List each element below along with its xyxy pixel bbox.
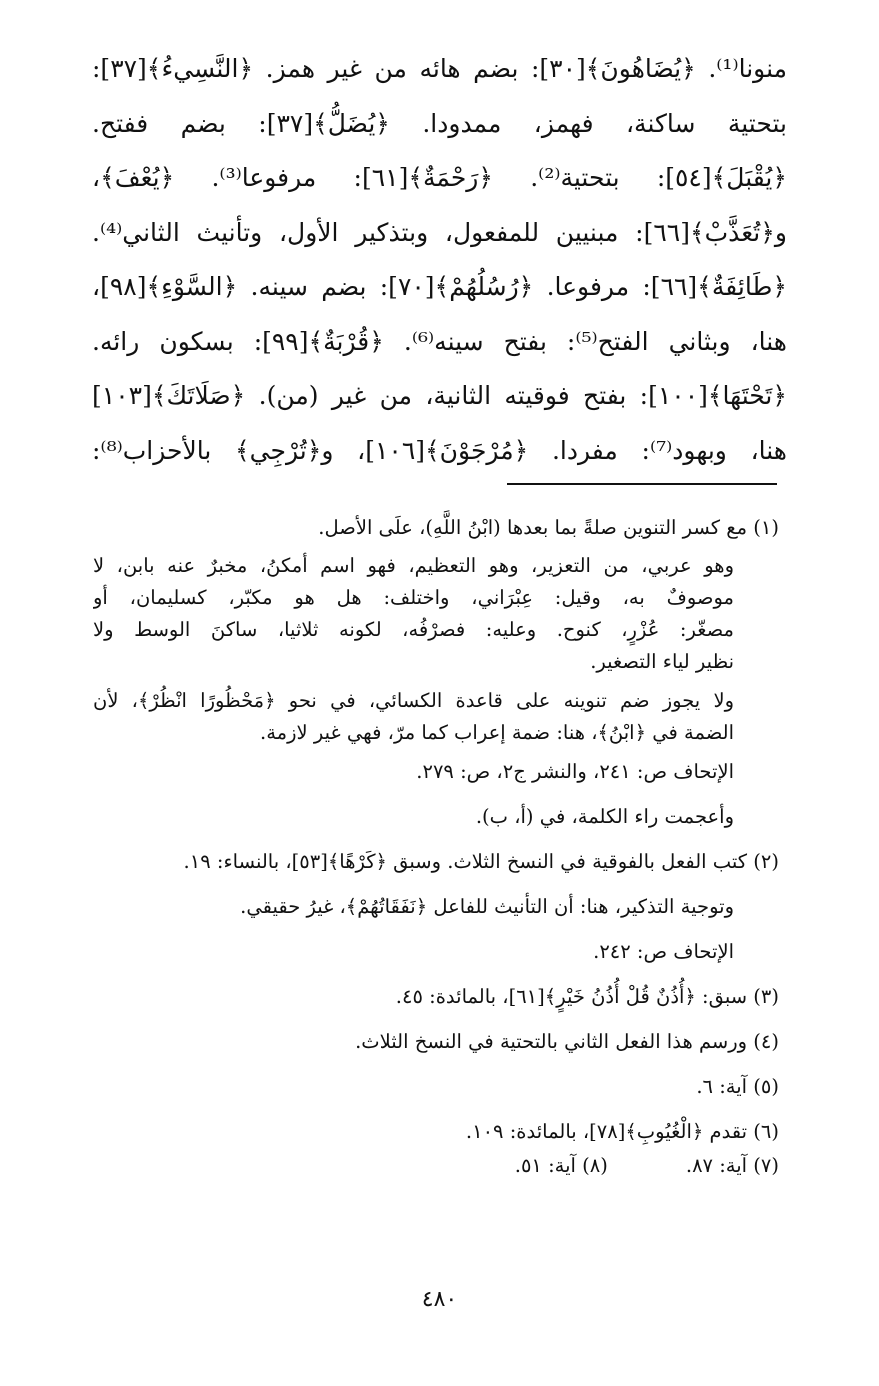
main-text-line: هنا، وبثاني الفتح⁽⁵⁾: بفتح سينه⁽⁶⁾. ﴿قُرْبَةٌ﴾[٩٩]: بسكون رائه.: [92, 326, 787, 356]
footnote-1-para1-line: موصوفٌ به، وقيل: عِبْرَاني، واختلف: هل هو مكبّر، كسليمان، أو: [93, 586, 734, 609]
main-text-line: ﴿طَائِفَةٌ﴾[٦٦]: مرفوعا. ﴿رُسُلُهُمْ﴾[٧٠]: بضم سينه. ﴿السَّوْءِ﴾[٩٨]،: [92, 272, 787, 301]
footnote-6: [93, 1109, 779, 1154]
main-text-line: و﴿تُعَذَّبْ﴾[٦٦]: مبنيين للمفعول، وبتذكير الأول، وتأنيث الثاني⁽⁴⁾.: [92, 217, 787, 247]
main-text-line: بتحتية ساكنة، فهمز، ممدودا. ﴿يُضَلُّ﴾[٣٧]: بضم ففتح.: [92, 108, 787, 138]
footnote-divider: [507, 483, 777, 485]
main-text-line: منونا⁽¹⁾. ﴿يُضَاهُونَ﴾[٣٠]: بضم هائه من غير همز. ﴿النَّسِيءُ﴾[٣٧]:: [92, 54, 787, 83]
footnote-7-text: (٧) آية: ٨٧.: [685, 1154, 779, 1177]
footnote-1-extra: وأعجمت راء الكلمة، في (أ، ب).: [475, 805, 734, 828]
footnote-3-text: (٣) سبق: ﴿أُذُنٌ قُلْ أُذُنُ خَيْرٍ﴾[٦١]، بالمائدة: ٤٥.: [395, 985, 779, 1008]
main-text-block: [92, 42, 787, 478]
page-number: ٤٨٠: [421, 1287, 458, 1312]
main-text-line: ﴿تَحْتَهَا﴾[١٠٠]: بفتح فوقيته الثانية، من غير (من). ﴿صَلَاتَكَ﴾[١٠٣]: [92, 381, 787, 410]
footnote-1-para2-line: ولا يجوز ضم تنوينه على قاعدة الكسائي، في نحو ﴿مَحْظُورًا انْظُرْ﴾، لأن: [93, 689, 734, 712]
footnote-6-text: (٦) تقدم ﴿الْغُيُوبِ﴾[٧٨]، بالمائدة: ١٠٩.: [465, 1120, 779, 1143]
footnote-1-lead: (١) مع كسر التنوين صلةً بما بعدها (ابْنُ اللَّهِ)، علَى الأصل.: [318, 516, 779, 539]
footnotes-block: [93, 505, 779, 1177]
footnote-4-text: (٤) ورسم هذا الفعل الثاني بالتحتية في النسخ الثلاث.: [355, 1030, 779, 1053]
main-text-line: هنا، وبهود⁽⁷⁾: مفردا. ﴿مُرْجَوْنَ﴾[١٠٦]، و﴿تُرْجِي﴾ بالأحزاب⁽⁸⁾:: [92, 435, 787, 465]
footnote-4: [93, 1019, 779, 1064]
footnote-2-body: وتوجية التذكير، هنا: أن التأنيث للفاعل ﴿نَفَقَاتُهُمْ﴾، غيرُ حقيقي.: [240, 895, 734, 918]
footnote-3: [93, 974, 779, 1019]
footnote-8-text: (٨) آية: ٥١.: [514, 1154, 608, 1177]
footnote-1-reference: الإتحاف ص: ٢٤١، والنشر ج٢، ص: ٢٧٩.: [416, 760, 734, 783]
footnote-1-para1-line: وهو عربي، من التعزير، وهو التعظيم، فهو اسم أمكنُ، مخبرٌ عنه بابن، لا: [93, 554, 734, 577]
footnote-1-para1-line: نظير لياء التصغير.: [590, 650, 734, 673]
footnote-1: [93, 505, 779, 839]
footnote-1-para2-line: الضمة في ﴿ابْنُ﴾، هنا: ضمة إعراب كما مرّ، فهي غير لازمة.: [260, 721, 734, 744]
footnote-7-8-row: [93, 1154, 779, 1177]
footnote-5: [93, 1064, 779, 1109]
footnote-2: [93, 839, 779, 974]
footnote-1-para1-line: مصغّر: عُزْرٍ، كنوح. وعليه: فصرْفُه، لكونه ثلاثيا، ساكنَ الوسط ولا: [93, 618, 734, 641]
footnote-5-text: (٥) آية: ٦.: [696, 1075, 779, 1098]
footnote-2-lead: (٢) كتب الفعل بالفوقية في النسخ الثلاث. وسبق ﴿كَرْهًا﴾[٥٣]، بالنساء: ١٩.: [183, 850, 779, 873]
footnote-2-reference: الإتحاف ص: ٢٤٢.: [593, 940, 734, 963]
main-text-line: ﴿يُقْبَلَ﴾[٥٤]: بتحتية⁽²⁾. ﴿رَحْمَةٌ﴾[٦١]: مرفوعا⁽³⁾. ﴿يُعْفَ﴾،: [92, 163, 787, 192]
